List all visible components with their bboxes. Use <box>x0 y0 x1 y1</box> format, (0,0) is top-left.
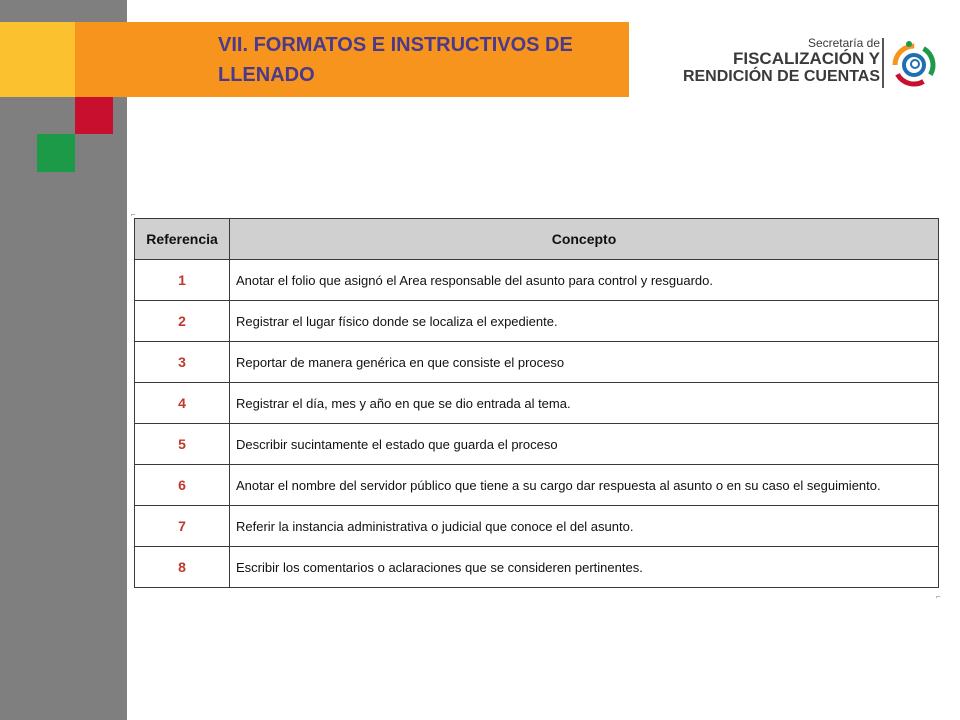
decor-red-square <box>75 97 113 134</box>
table-row <box>135 547 939 588</box>
emblem-icon <box>890 38 938 88</box>
logo <box>646 36 938 92</box>
concept-text: Anotar el folio que asignó el Area responsable del asunto para control y resguardo. <box>230 260 939 301</box>
decor-yellow-square <box>0 22 75 97</box>
logo-line1: FISCALIZACIÓN Y <box>732 49 880 68</box>
logo-divider <box>882 38 884 88</box>
reference-number: 7 <box>135 506 230 547</box>
table-corner-mark: ⌐ <box>936 592 941 601</box>
reference-table <box>134 218 939 588</box>
table-row <box>135 506 939 547</box>
header-concepto: Concepto <box>230 219 939 260</box>
reference-number: 5 <box>135 424 230 465</box>
table-corner-mark: ⌐ <box>131 210 136 219</box>
logo-line2: RENDICIÓN DE CUENTAS <box>682 68 880 85</box>
reference-number: 1 <box>135 260 230 301</box>
reference-number: 8 <box>135 547 230 588</box>
concept-text: Reportar de manera genérica en que consiste el proceso <box>230 342 939 383</box>
concept-text: Registrar el día, mes y año en que se dio entrada al tema. <box>230 383 939 424</box>
decor-green-square <box>37 134 75 172</box>
reference-number: 4 <box>135 383 230 424</box>
table-row <box>135 260 939 301</box>
table-row <box>135 342 939 383</box>
table-row <box>135 383 939 424</box>
concept-text: Registrar el lugar físico donde se localiza el expediente. <box>230 301 939 342</box>
reference-number: 3 <box>135 342 230 383</box>
concept-text: Anotar el nombre del servidor público que tiene a su cargo dar respuesta al asunto o en su caso el seguimiento. <box>230 465 939 506</box>
table-header-row <box>135 219 939 260</box>
table-row <box>135 424 939 465</box>
table-row <box>135 465 939 506</box>
concept-text: Describir sucintamente el estado que guarda el proceso <box>230 424 939 465</box>
reference-number: 2 <box>135 301 230 342</box>
concept-text: Referir la instancia administrativa o judicial que conoce el del asunto. <box>230 506 939 547</box>
logo-small-text: Secretaría de <box>807 36 880 50</box>
header-referencia: Referencia <box>135 219 230 260</box>
page-title: VII. FORMATOS E INSTRUCTIVOS DE LLENADO <box>218 34 573 86</box>
concept-text: Escribir los comentarios o aclaraciones que se consideren pertinentes. <box>230 547 939 588</box>
reference-number: 6 <box>135 465 230 506</box>
table-row <box>135 301 939 342</box>
